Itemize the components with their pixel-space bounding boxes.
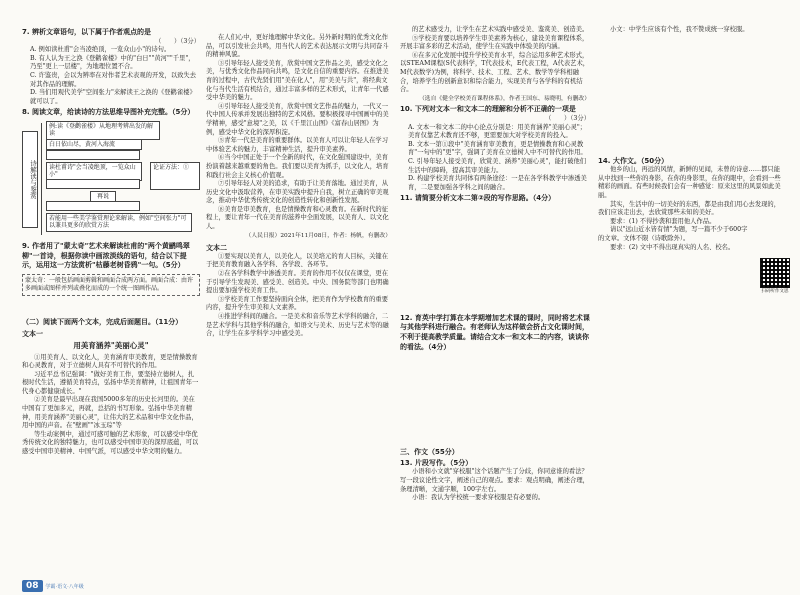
- page-number: 08: [22, 580, 43, 592]
- qr-code-image: [760, 258, 790, 288]
- article-para-2: 习近平总书记强调："做好美育工作，要坚持立德树人，扎根时代生活，遵循美育特点，弘扬中华美育精神，让祖国青年一代身心都健康成长。": [22, 370, 199, 395]
- column-4: [598, 26, 786, 252]
- col2-para-7: ⑧美育是审美教育，也是情操教育和心灵教育。在新时代的征程上，要让青年一代在美育的滋养中全面发展，以美育人、以文化人。: [206, 205, 389, 231]
- q10-option-b: B. 文本一第①段中"美育涵育审美教育，更是情操教育和心灵教育"一句中的"更"字，强调了美育在立德树人中不可替代的作用。: [408, 140, 587, 157]
- mind-map-blank-1[interactable]: [46, 150, 140, 160]
- q7-option-c: C. 许鉴贵，会以为辨率在对作者艺术表观的开发，以致失去对其作品的理解。: [30, 71, 197, 88]
- mind-map-node-4: 若能用一些美学鉴赏理论来解读，例如"空间张力"可以兼具更多的欣赏方法: [46, 213, 192, 232]
- text-2-para-4: ④推进学科间的融合。一是美术和音乐等艺术学科的融合，二是艺术学科与其他学科的融合，如语文与美术、历史与艺术等的融合，让学生在多学科学习中感受美。: [206, 313, 389, 338]
- q7-option-a: A. 例如读杜甫"会当凌绝顶，一览众山小"的诗句。: [30, 46, 171, 54]
- q11-stem: 11. 请简要分析文本二第②段的写作思路。（4分）: [400, 194, 556, 203]
- q10-answer-paren: （ ）（3分）: [545, 114, 590, 122]
- q9-answer-space[interactable]: [22, 296, 200, 314]
- q9-hint-box: 蒙太奇：一般包括画面剪辑和画面合成两方面。画面合成：由许多画面或图样并列或叠化而成的一个统一图画作品。: [22, 274, 200, 296]
- q12-answer-space[interactable]: [400, 352, 590, 444]
- column-1: [22, 26, 200, 457]
- q14-para-3: 要求：(1) 不得抄袭和套用他人作品。: [610, 217, 716, 225]
- q14-para-5: 要求：(2) 文中不得出现真实的人名、校名。: [610, 243, 735, 251]
- mind-map-node-2: 白日依山尽，黄河入海流: [46, 139, 142, 151]
- col2-para-3: ④引导年轻人接受美育，欣赏中国文艺作品的魅力，一代又一代中国人传承并发展出独特的艺术风格。要积极探寻中国画中的美学精神，感受"意境"之美，以《千里江山图》《富春山居图》为例，感受中华文化的深厚积淀。: [206, 102, 389, 136]
- text-2-para-2: ②在各学科教学中渗透美育。美育的作用不仅仅在课堂，更在于引导学生发现美、感受美、创造美。中央、国务院等部门也明确提出要加强学校美育工作。: [206, 270, 389, 295]
- section-2-heading: （二）阅读下面两个文本，完成后面题目。（11分）: [22, 317, 183, 326]
- q7-option-b: B. 有人认为王之涣《登鹳雀楼》中的"白日""黄河""千里"，乃至"更上一层楼"，为地理位置不合。: [30, 54, 195, 71]
- q14-para-1: 他乡的山，再远的风情，新鲜的见闻，未曾的诗意……都只能从中找到一些你的身影，在你的身影里，在你的眼中，会看到一些精彩的画面。有些时候我们会有一种感觉：原来这里的风景如此美丽。: [598, 166, 781, 199]
- q7-answer-paren: （ ）（3分）: [155, 37, 200, 45]
- col2-para-1: 在人们心中，更好地理解中华文化。另外新时期的优秀文化作品，可以引发社会共鸣，用当代人的艺术表达展示文明与共同奋斗的精神风貌。: [206, 34, 389, 59]
- text-1-source: （人民日报）2021年11月08日，作者：杨帆，有删改）: [245, 232, 391, 239]
- col2-para-6: ⑦引导年轻人对美的追求，有助于让美育落地。通过美育，从历史文化中汲取营养，在审美实践中提升自我，树立正确的审美观念，推动中华优秀传统文化的创造性转化和创新性发展。: [206, 180, 389, 205]
- col3-para-2: ⑤学校美育要以培养学生审美素养为核心，建设美育课程体系，开展丰富多彩的艺术活动，使学生在实践中体验美的内涵。: [400, 34, 589, 51]
- q13-quote-2: 小文：中学生应该有个性，我不赞成统一穿校服。: [610, 26, 749, 33]
- mind-map-mid: 再说: [90, 191, 116, 203]
- q13-answer-space[interactable]: [598, 35, 786, 155]
- q12-stem: 12. 育英中学打算在本学期增加艺术课的课时，同时将艺术课与其他学科进行融合。有老师认为这样做会挤占文化课时间，不利于提高教学质量。请结合文本一和文本二的内容，谈谈你的看法。（4分）: [400, 313, 590, 351]
- col3-para-1: 的艺术感受力，让学生在艺术实践中感受美、鉴赏美、创造美。: [412, 26, 589, 33]
- q10-stem: 10. 下列对文本一和文本二的理解和分析不正确的一项是: [400, 105, 576, 114]
- q14-stem: 14. 大作文。（50分）: [598, 156, 669, 165]
- text-1-label: 文本一: [22, 330, 43, 339]
- text-2-source: （选自《健全学校美育课程体系》，作者王国东、易晓明，有删改）: [418, 95, 590, 102]
- article-para-3: ②美育是最早出现在我国5000多年的历史长河里的。美在中国有了更加多元，再就，总括的书写形象。弘扬中华美育精神，用美育涵养"美丽心灵"，让伟大的艺术品和中华文化作品，用中国的声音。在"壁画""冰玉琮"等: [22, 396, 198, 430]
- q8-stem: 8. 阅读文章，给读诗的方法思维导图补充完整。（5分）: [22, 108, 195, 117]
- mind-map: [22, 121, 200, 239]
- page-footer: [22, 580, 84, 592]
- q7-stem: 7. 辨析文章语句，以下属于作者观点的是: [22, 28, 151, 36]
- mind-map-blank-3[interactable]: [46, 201, 140, 211]
- q13-body: 小语和小文就"穿校服"这个话题产生了分歧，你同意谁的看法？写一段议论性文字，阐述自己的观点。要求：观点明确，阐述合理，条理清晰，文通字顺，100字左右。: [400, 468, 589, 493]
- column-3: [400, 26, 590, 503]
- col2-para-5: ⑥当今中国正处于一个全新的时代，在文化强国建设中，美育扮演着越来越重要的角色。我们要以美育为抓手，以文化人，培育和践行社会主义核心价值观。: [206, 154, 389, 179]
- mind-map-root: 诗解读与鉴赏: [22, 131, 38, 228]
- mind-map-note: 论证方法：①: [150, 162, 200, 190]
- col3-para-3: ⑥在多元化发展中提升学校美育水平，综合运用多种艺术形式，以STEAM课程(S代表科学，T代表技术，E代表工程，A代表艺术，M代表数学)为例，将科学、技术、工程、艺术、数学等学科相融合，培养学生的创新意识和综合能力，实现美育与各学科的有机结合。: [400, 51, 590, 94]
- section-3-heading: 三、作文（55分）: [400, 448, 459, 457]
- col2-para-2: ③引导年轻人接受美育，欣赏中国文艺作品之美，感受文化之美，与优秀文化作品同向共鸣，是文化自信的重要内容。在推进美育的过程中，古代先贤们用"美在化人"，用"美美与共"，将经典文化与当代生活有机结合，通过丰富多样的艺术形式，让青年一代感受中华美的魅力。: [206, 59, 389, 102]
- q14-para-2: 其实，生活中的一切美好的东西，都是由我们用心去发现的，我们应该走出去，去欣赏那些未知的美好。: [598, 200, 781, 217]
- footer-label: 学霸·语文·八年级: [45, 583, 84, 590]
- q13-quote: 小语：我认为学校统一要求穿校服是有必要的。: [412, 494, 545, 502]
- q14-para-4: 请以"远山近水皆有情"为题，写一篇不少于600字的文章。文体不限（诗歌除外）。: [598, 226, 748, 242]
- qr-code[interactable]: [760, 258, 790, 294]
- article-para-1: ①用美育人、以文化人，美育涵育审美教育，更是情操教育和心灵教育，对于立德树人具有不可替代的作用。: [22, 353, 198, 370]
- col2-para-4: ⑤青年一代是美育的重要群体。以美育人可以让年轻人在学习中体验艺术的魅力，丰富精神生活，提升审美素养。: [206, 137, 389, 153]
- text-2-para-3: ③学校美育工作要坚持面向全体，把美育作为学校教育的重要内容，提升学生审美和人文素养。: [206, 295, 389, 312]
- q10-option-a: A. 文本一和文本二的中心论点分别是：用美育涵养"美丽心灵"；美育仅靠艺术教育还不够，更需要加大对学校美育的投入。: [408, 123, 587, 140]
- q11-answer-space[interactable]: [400, 204, 590, 312]
- mind-map-node-1: 例:读《登鹳雀楼》从地理考辨出发的解读: [46, 121, 160, 140]
- mind-map-connector: [41, 123, 42, 235]
- text-2-para-1: ①要实现以美育人，以美化人，以美培元的育人目标，关键在于把美育教育融入各学科、各学段、各环节。: [206, 252, 389, 269]
- q7-option-d: D. 当们用观代美学"空间张力"来解读王之涣的《登鹳雀楼》就可以了。: [30, 89, 196, 105]
- q13-stem: 13. 片段写作。（5分）: [400, 458, 473, 467]
- text-2-label: 文本二: [206, 244, 227, 253]
- article-title: 用美育涵养"美丽心灵": [73, 340, 149, 350]
- q10-option-c: C. 引导年轻人接受美育，欣赏美、涵养"美丽心灵"，能打破他们生活中的障碍，提高其审美能力。: [408, 157, 587, 174]
- qr-caption: 扫码听作文思: [761, 289, 789, 294]
- mind-map-node-3: 读杜甫诗"会当凌绝顶，一览众山小": [46, 162, 142, 181]
- q10-option-d: D. 构建学校美育共同体有两条途径：一是在各学科教学中渗透美育，二是要加强各学科之间的融合。: [408, 175, 587, 191]
- column-2: [206, 34, 391, 339]
- mind-map-blank-2[interactable]: [46, 179, 140, 189]
- q9-stem: 9. 作者用了"蒙太奇"艺术来解读杜甫的"两个黄鹂鸣翠柳"一首诗，根据你读中画浓淡线的语句，结合以下提示，运用这一方法赏析"枯藤老树昏鸦"一句。（5分）: [22, 241, 190, 270]
- article-para-4: 等生动案例中，通过可感可触的艺术形象，可以感受中华优秀传统文化的独特魅力，也可以感受中国审美的深厚底蕴，可以感受中国审美精神、中国气派，可以感受中华文明的魅力。: [22, 430, 199, 456]
